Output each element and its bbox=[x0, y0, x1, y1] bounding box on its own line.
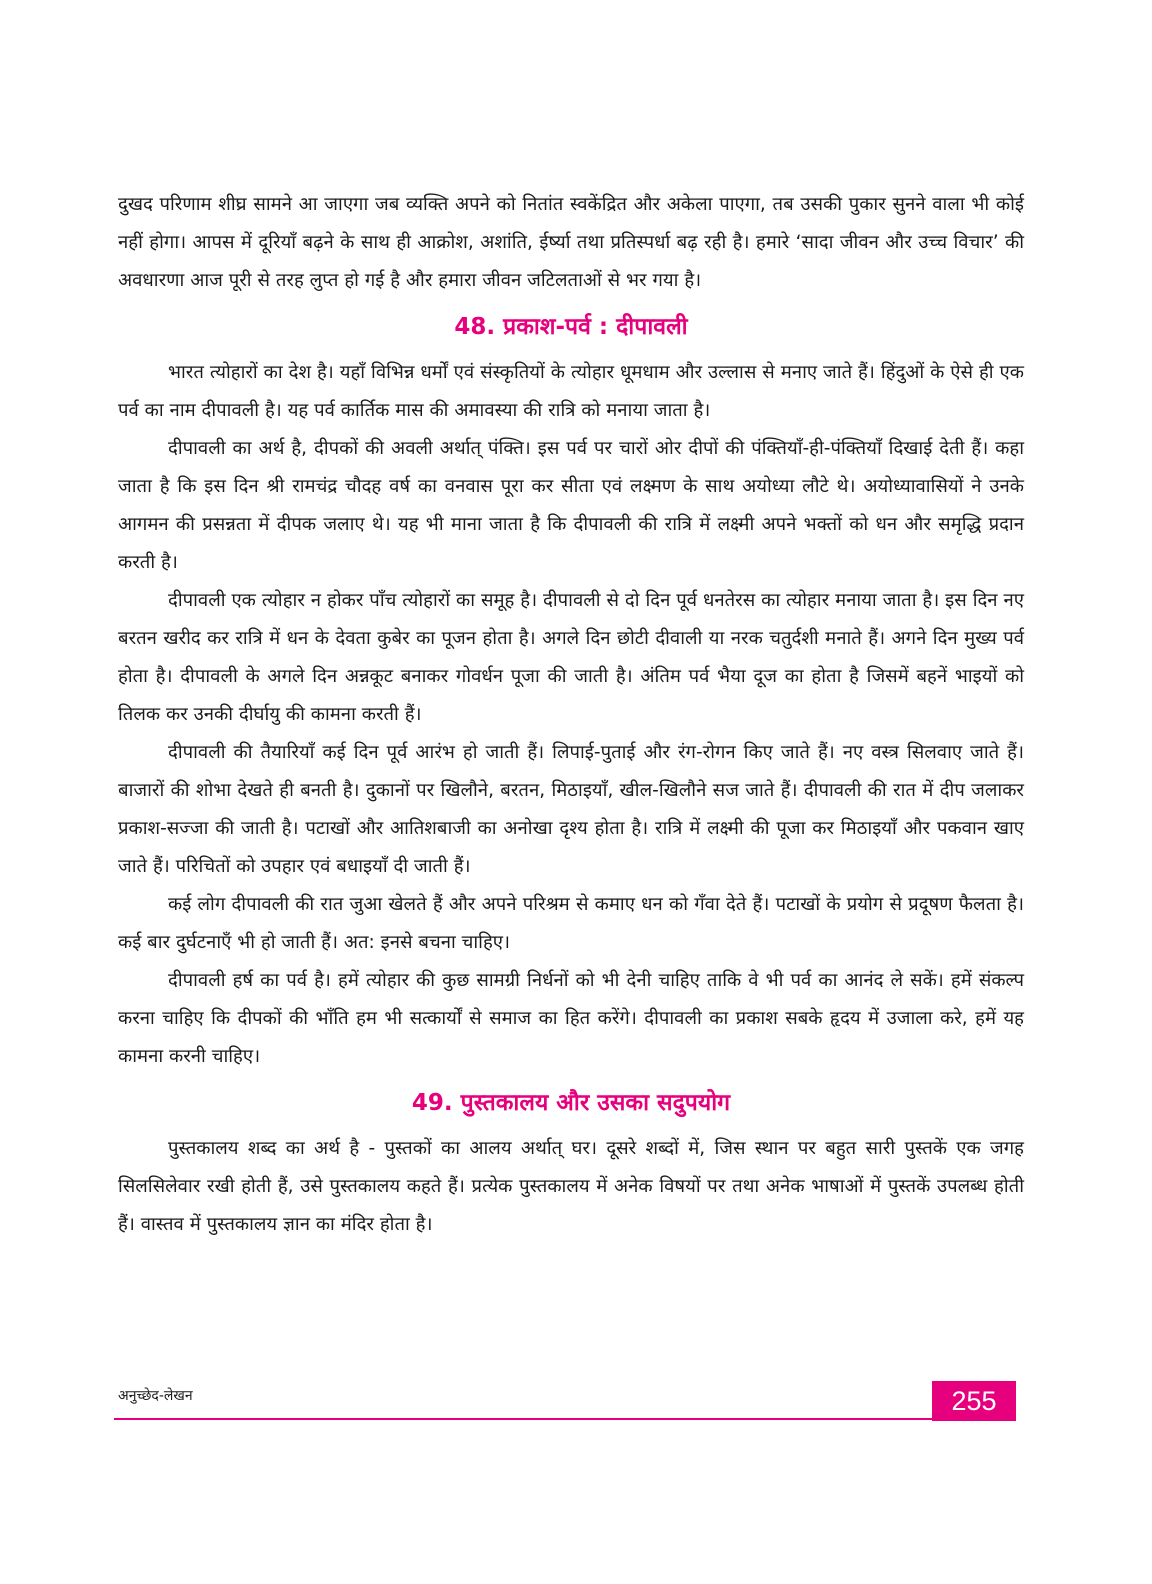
section-48-paragraph-3: दीपावली एक त्योहार न होकर पाँच त्योहारों का समूह है। दीपावली से दो दिन पूर्व धनतेरस का त्योहार मनाया जाता है। इस दिन नए बरतन खरीद कर रात्रि में धन के देवता कुबेर का पूजन होता है। अगले दिन छोटी दीवाली या नरक चतुर्दशी मनाते हैं। अगने दिन मुख्य पर्व होता है। दीपावली के अगले दिन अन्नकूट बनाकर गोवर्धन पूजा की जाती है। अंतिम पर्व भैया दूज का होता है जिसमें बहनें भाइयों को तिलक कर उनकी दीर्घायु की कामना करती हैं। bbox=[118, 590, 1024, 725]
section-49-paragraph-1: पुस्तकालय शब्द का अर्थ है - पुस्तकों का आलय अर्थात् घर। दूसरे शब्दों में, जिस स्थान पर बहुत सारी पुस्तकें एक जगह सिलसिलेवार रखी होती हैं, उसे पुस्तकालय कहते हैं। प्रत्येक पुस्तकालय में अनेक विषयों पर तथा अनेक भाषाओं में पुस्तकें उपलब्ध होती हैं। वास्तव में पुस्तकालय ज्ञान का मंदिर होता है। bbox=[118, 1138, 1024, 1235]
section-48-paragraph-2: दीपावली का अर्थ है, दीपकों की अवली अर्थात् पंक्ति। इस पर्व पर चारों ओर दीपों की पंक्तियाँ-ही-पंक्तियाँ दिखाई देती हैं। कहा जाता है कि इस दिन श्री रामचंद्र चौदह वर्ष का वनवास पूरा कर सीता एवं लक्ष्मण के साथ अयोध्या लौटे थे। अयोध्यावासियों ने उनके आगमन की प्रसन्नता में दीपक जलाए थे। यह भी माना जाता है कि दीपावली की रात्रि में लक्ष्मी अपने भक्तों को धन और समृद्धि प्रदान करती है। bbox=[118, 438, 1024, 573]
intro-paragraph: दुखद परिणाम शीघ्र सामने आ जाएगा जब व्यक्ति अपने को नितांत स्वकेंद्रित और अकेला पाएगा, तब उसकी पुकार सुनने वाला भी कोई नहीं होगा। आपस में दूरियाँ बढ़ने के साथ ही आक्रोश, अशांति, ईर्ष्या तथा प्रतिस्पर्धा बढ़ रही है। हमारे ‘सादा जीवन और उच्च विचार’ की अवधारणा आज पूरी से तरह लुप्त हो गई है और हमारा जीवन जटिलताओं से भर गया है। bbox=[118, 194, 1024, 291]
section-48-paragraph-4: दीपावली की तैयारियाँ कई दिन पूर्व आरंभ हो जाती हैं। लिपाई-पुताई और रंग-रोगन किए जाते हैं। नए वस्त्र सिलवाए जाते हैं। बाजारों की शोभा देखते ही बनती है। दुकानों पर खिलौने, बरतन, मिठाइयाँ, खील-खिलौने सज जाते हैं। दीपावली की रात में दीप जलाकर प्रकाश-सज्जा की जाती है। पटाखों और आतिशबाजी का अनोखा दृश्य होता है। रात्रि में लक्ष्मी की पूजा कर मिठाइयाँ और पकवान खाए जाते हैं। परिचितों को उपहार एवं बधाइयाँ दी जाती हैं। bbox=[118, 742, 1024, 877]
page-content bbox=[118, 186, 1024, 1244]
section-48-paragraph-5: कई लोग दीपावली की रात जुआ खेलते हैं और अपने परिश्रम से कमाए धन को गँवा देते हैं। पटाखों के प्रयोग से प्रदूषण फैलता है। कई बार दुर्घटनाएँ भी हो जाती हैं। अत: इनसे बचना चाहिए। bbox=[118, 894, 1024, 953]
section-49-heading: 49. पुस्तकालय और उसका सदुपयोग bbox=[411, 1090, 731, 1116]
footer-divider bbox=[114, 1418, 1016, 1420]
footer-label: अनुच्छेद-लेखन bbox=[118, 1388, 193, 1404]
section-48-paragraph-1: भारत त्योहारों का देश है। यहाँ विभिन्न धर्मों एवं संस्कृतियों के त्योहार धूमधाम और उल्लास से मनाए जाते हैं। हिंदुओं के ऐसे ही एक पर्व का नाम दीपावली है। यह पर्व कार्तिक मास की अमावस्या की रात्रि को मनाया जाता है। bbox=[118, 362, 1024, 421]
section-48-paragraph-6: दीपावली हर्ष का पर्व है। हमें त्योहार की कुछ सामग्री निर्धनों को भी देनी चाहिए ताकि वे भी पर्व का आनंद ले सकें। हमें संकल्प करना चाहिए कि दीपकों की भाँति हम भी सत्कार्यों से समाज का हित करेंगे। दीपावली का प्रकाश सबके हृदय में उजाला करे, हमें यह कामना करनी चाहिए। bbox=[118, 970, 1024, 1067]
page-number-badge: 255 bbox=[932, 1381, 1016, 1421]
section-48-heading: 48. प्रकाश-पर्व : दीपावली bbox=[454, 314, 688, 340]
